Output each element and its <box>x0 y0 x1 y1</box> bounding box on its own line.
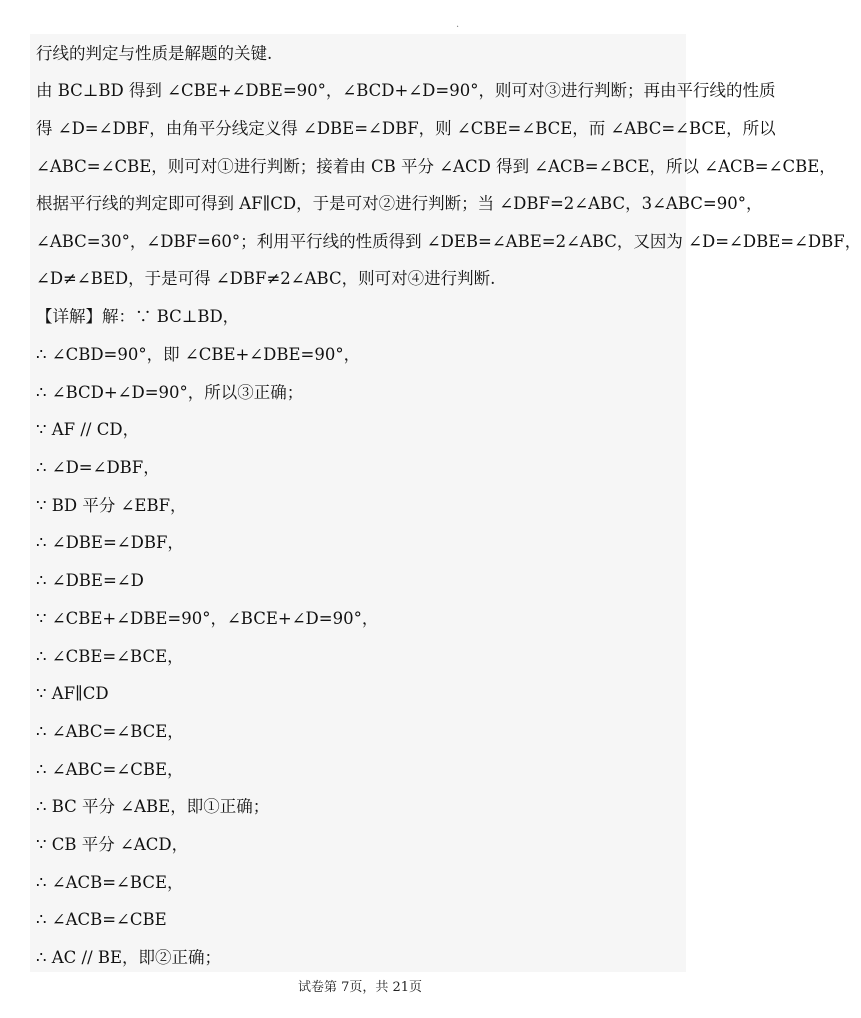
text-line: ∴ AC // BE，即②正确； <box>36 948 222 967</box>
text-line: ∴ ∠ABC=∠BCE， <box>36 722 184 741</box>
text-line: ∵ ∠CBE+∠DBE=90°，∠BCE+∠D=90°， <box>36 609 379 628</box>
text-line: ∠ABC=30°，∠DBF=60°；利用平行线的性质得到 ∠DEB=∠ABE=2∠ABC，又因为 ∠D=∠DBE=∠DBF， <box>36 232 861 251</box>
text-line: ∵ AF // CD， <box>36 420 140 439</box>
text-line: ∵ AF∥CD <box>36 684 109 703</box>
text-line: ∵ BD 平分 ∠EBF， <box>36 496 187 515</box>
text-line: ∴ ∠ABC=∠CBE， <box>36 760 184 779</box>
text-line: ∴ ∠DBE=∠DBF， <box>36 533 184 552</box>
text-line: ∴ BC 平分 ∠ABE，即①正确； <box>36 797 270 816</box>
text-line: 由 BC⊥BD 得到 ∠CBE+∠DBE=90°，∠BCD+∠D=90°，则可对③进行判断；再由平行线的性质 <box>36 81 776 100</box>
top-mark: · <box>456 22 460 33</box>
text-line: ∴ ∠CBD=90°，即 ∠CBE+∠DBE=90°， <box>36 345 361 364</box>
text-line: ∴ ∠DBE=∠D <box>36 571 144 590</box>
text-line: ∠ABC=∠CBE，则可对①进行判断；接着由 CB 平分 ∠ACD 得到 ∠ACB=∠BCE，所以 ∠ACB=∠CBE， <box>36 157 836 176</box>
text-line: 得 ∠D=∠DBF，由角平分线定义得 ∠DBE=∠DBF，则 ∠CBE=∠BCE，而 ∠ABC=∠BCE，所以 <box>36 119 776 138</box>
text-line: ∵ CB 平分 ∠ACD， <box>36 835 189 854</box>
text-line: 【详解】解：∵ BC⊥BD， <box>36 307 240 326</box>
solution-text-area <box>30 34 861 972</box>
text-line: ∴ ∠BCD+∠D=90°，所以③正确； <box>36 383 304 402</box>
text-line: ∴ ∠ACB=∠BCE， <box>36 873 184 892</box>
page-footer: 试卷第 7页，共 21页 <box>297 980 423 995</box>
text-line: ∴ ∠ACB=∠CBE <box>36 910 167 929</box>
text-line: 根据平行线的判定即可得到 AF∥CD，于是可对②进行判断；当 ∠DBF=2∠ABC，3∠ABC=90°， <box>36 194 763 213</box>
text-line: 行线的判定与性质是解题的关键. <box>36 44 273 63</box>
text-line: ∴ ∠CBE=∠BCE， <box>36 647 184 666</box>
text-line: ∠D≠∠BED，于是可得 ∠DBF≠2∠ABC，则可对④进行判断. <box>36 269 496 288</box>
text-line: ∴ ∠D=∠DBF， <box>36 458 160 477</box>
